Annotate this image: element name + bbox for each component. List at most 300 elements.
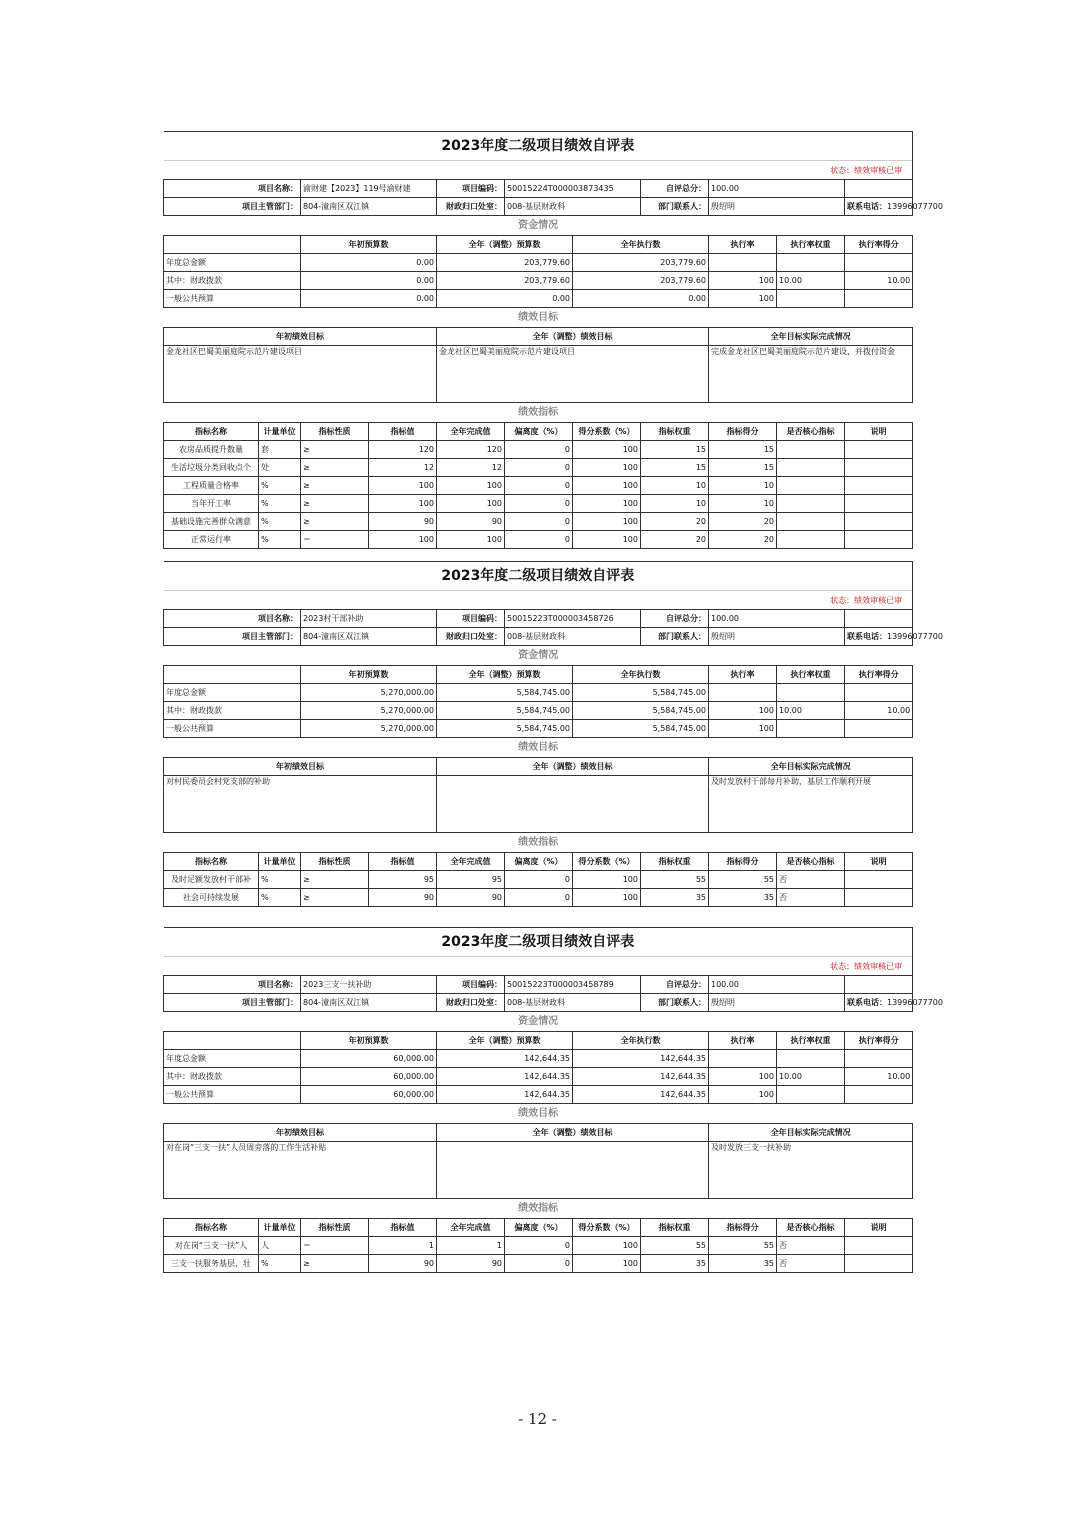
indicator-cell: ＝ bbox=[301, 1237, 369, 1255]
performance-form-2 bbox=[163, 561, 943, 907]
indicator-header: 指标权重 bbox=[641, 1219, 709, 1237]
fund-value: 10.00 bbox=[845, 272, 913, 290]
indicator-cell: 10 bbox=[641, 477, 709, 495]
fund-value: 5,584,745.00 bbox=[573, 720, 709, 738]
indicator-cell bbox=[777, 513, 845, 531]
indicator-header: 指标性质 bbox=[301, 423, 369, 441]
indicator-cell bbox=[845, 1237, 913, 1255]
project-name-value: 2023三支一扶补助 bbox=[301, 976, 437, 994]
label-project-code: 项目编码： bbox=[437, 180, 505, 198]
indicator-cell: 100 bbox=[437, 495, 505, 513]
indicator-header: 得分系数（%） bbox=[573, 853, 641, 871]
indicator-header: 说明 bbox=[845, 853, 913, 871]
contact-value: 殷绍明 bbox=[709, 198, 845, 216]
indicator-cell: 1 bbox=[437, 1237, 505, 1255]
label-dept-contact: 部门联系人： bbox=[641, 198, 709, 216]
goal-header: 全年目标实际完成情况 bbox=[709, 328, 913, 346]
fund-header: 全年执行数 bbox=[573, 236, 709, 254]
phone-cell bbox=[845, 198, 943, 216]
fund-value bbox=[845, 720, 913, 738]
indicator-cell: 农房品质提升数量 bbox=[164, 441, 259, 459]
fund-row-label: 其中：财政拨款 bbox=[164, 272, 301, 290]
fund-row-label: 其中：财政拨款 bbox=[164, 702, 301, 720]
indicator-header: 指标权重 bbox=[641, 423, 709, 441]
performance-form-3 bbox=[163, 927, 943, 1273]
indicator-cell: 100 bbox=[573, 495, 641, 513]
indicator-header: 指标得分 bbox=[709, 423, 777, 441]
indicator-cell: 12 bbox=[437, 459, 505, 477]
indicator-header: 指标值 bbox=[369, 1219, 437, 1237]
fund-value: 142,644.35 bbox=[573, 1050, 709, 1068]
indicator-cell: 10 bbox=[709, 477, 777, 495]
form-table bbox=[163, 131, 943, 549]
indicator-cell: 15 bbox=[709, 459, 777, 477]
indicator-cell: 35 bbox=[709, 889, 777, 907]
fund-value: 10.00 bbox=[845, 702, 913, 720]
indicator-cell bbox=[845, 477, 913, 495]
indicator-cell: 55 bbox=[641, 1237, 709, 1255]
fund-value bbox=[777, 684, 845, 702]
indicator-cell: 生活垃圾分类回收点个 bbox=[164, 459, 259, 477]
fund-value: 203,779.60 bbox=[437, 272, 573, 290]
fund-value: 5,584,745.00 bbox=[437, 702, 573, 720]
fund-value: 100 bbox=[709, 1086, 777, 1104]
fund-header: 执行率得分 bbox=[845, 236, 913, 254]
fund-value: 5,270,000.00 bbox=[301, 702, 437, 720]
goal-header: 年初绩效目标 bbox=[164, 758, 437, 776]
form-title: 2023年度二级项目绩效自评表 bbox=[164, 562, 913, 591]
indicator-cell: 95 bbox=[437, 871, 505, 889]
fund-header: 执行率权重 bbox=[777, 236, 845, 254]
table-row bbox=[164, 513, 913, 531]
table-row bbox=[164, 889, 913, 907]
label-project-name: 项目名称： bbox=[164, 610, 301, 628]
indicator-cell: 100 bbox=[437, 477, 505, 495]
indicator-cell: 20 bbox=[709, 513, 777, 531]
goal-adjusted bbox=[437, 1142, 709, 1199]
fund-header: 执行率权重 bbox=[777, 666, 845, 684]
indicator-cell: 100 bbox=[369, 477, 437, 495]
section-indicator: 绩效指标 bbox=[164, 403, 913, 423]
indicator-header: 计量单位 bbox=[259, 853, 301, 871]
project-code-value: 50015223T000003458789 bbox=[505, 976, 641, 994]
indicator-cell: 100 bbox=[573, 889, 641, 907]
fund-value bbox=[845, 1086, 913, 1104]
indicator-cell: 社会可持续发展 bbox=[164, 889, 259, 907]
goal-initial: 金龙社区巴蜀美丽庭院示范片建设项目 bbox=[164, 346, 437, 403]
section-goal: 绩效目标 bbox=[164, 1104, 913, 1124]
fund-row-label: 一般公共预算 bbox=[164, 720, 301, 738]
indicator-cell: 55 bbox=[641, 871, 709, 889]
label-dept: 项目主管部门： bbox=[164, 628, 301, 646]
indicator-cell: 三支一扶服务基层，壮 bbox=[164, 1255, 259, 1273]
label-project-name: 项目名称： bbox=[164, 180, 301, 198]
indicator-cell: 90 bbox=[369, 889, 437, 907]
fund-header: 全年（调整）预算数 bbox=[437, 666, 573, 684]
indicator-cell: ≥ bbox=[301, 477, 369, 495]
finance-office-value: 008-基层财政科 bbox=[505, 198, 641, 216]
project-code-value: 50015224T000003873435 bbox=[505, 180, 641, 198]
goal-header: 年初绩效目标 bbox=[164, 328, 437, 346]
indicator-cell: 20 bbox=[641, 531, 709, 549]
indicator-header: 指标名称 bbox=[164, 1219, 259, 1237]
indicator-cell: ≥ bbox=[301, 871, 369, 889]
fund-header: 全年（调整）预算数 bbox=[437, 236, 573, 254]
indicator-cell: 0 bbox=[505, 495, 573, 513]
empty-cell bbox=[845, 610, 913, 628]
project-name-value: 渝财建【2023】119号渝财建 bbox=[301, 180, 437, 198]
fund-row-label: 其中：财政拨款 bbox=[164, 1068, 301, 1086]
goal-actual: 完成金龙社区巴蜀美丽庭院示范片建设，并拨付资金 bbox=[709, 346, 913, 403]
indicator-header: 是否核心指标 bbox=[777, 853, 845, 871]
label-finance-office: 财政归口处室： bbox=[437, 628, 505, 646]
label-self-score: 自评总分： bbox=[641, 976, 709, 994]
fund-value: 142,644.35 bbox=[437, 1050, 573, 1068]
indicator-cell: % bbox=[259, 495, 301, 513]
fund-value: 203,779.60 bbox=[573, 272, 709, 290]
fund-value: 142,644.35 bbox=[437, 1068, 573, 1086]
goal-actual: 及时发放三支一扶补助 bbox=[709, 1142, 913, 1199]
label-finance-office: 财政归口处室： bbox=[437, 994, 505, 1012]
fund-value bbox=[845, 290, 913, 308]
indicator-cell: 90 bbox=[369, 1255, 437, 1273]
fund-value: 10.00 bbox=[777, 702, 845, 720]
indicator-cell: 35 bbox=[709, 1255, 777, 1273]
indicator-header: 得分系数（%） bbox=[573, 423, 641, 441]
fund-value: 0.00 bbox=[301, 272, 437, 290]
fund-value bbox=[777, 720, 845, 738]
indicator-cell: 100 bbox=[573, 441, 641, 459]
indicator-cell: 100 bbox=[573, 531, 641, 549]
section-fund: 资金情况 bbox=[164, 1012, 913, 1032]
fund-value: 100 bbox=[709, 702, 777, 720]
table-row bbox=[164, 477, 913, 495]
fund-value: 0.00 bbox=[301, 254, 437, 272]
indicator-header: 得分系数（%） bbox=[573, 1219, 641, 1237]
form-table bbox=[163, 927, 943, 1273]
fund-value: 10.00 bbox=[777, 272, 845, 290]
indicator-cell: ≥ bbox=[301, 889, 369, 907]
indicator-cell: 正常运行率 bbox=[164, 531, 259, 549]
phone-cell bbox=[845, 994, 943, 1012]
section-goal: 绩效目标 bbox=[164, 308, 913, 328]
indicator-cell: 否 bbox=[777, 889, 845, 907]
fund-value: 60,000.00 bbox=[301, 1050, 437, 1068]
fund-value: 5,584,745.00 bbox=[437, 684, 573, 702]
indicator-header: 指标性质 bbox=[301, 853, 369, 871]
goal-header: 全年目标实际完成情况 bbox=[709, 1124, 913, 1142]
phone-value: 13996077700 bbox=[887, 632, 943, 641]
label-phone: 联系电话： bbox=[847, 202, 887, 211]
indicator-cell: 120 bbox=[369, 441, 437, 459]
indicator-cell: 0 bbox=[505, 531, 573, 549]
indicator-cell: 当年开工率 bbox=[164, 495, 259, 513]
section-fund: 资金情况 bbox=[164, 216, 913, 236]
indicator-cell: 100 bbox=[437, 531, 505, 549]
indicator-cell: ≥ bbox=[301, 513, 369, 531]
fund-header: 执行率 bbox=[709, 236, 777, 254]
label-project-name: 项目名称： bbox=[164, 976, 301, 994]
indicator-cell: 20 bbox=[709, 531, 777, 549]
label-dept-contact: 部门联系人： bbox=[641, 628, 709, 646]
fund-value: 10.00 bbox=[777, 1068, 845, 1086]
finance-office-value: 008-基层财政科 bbox=[505, 628, 641, 646]
indicator-cell: 人 bbox=[259, 1237, 301, 1255]
indicator-cell bbox=[777, 531, 845, 549]
indicator-cell: 100 bbox=[573, 477, 641, 495]
page-number: - 12 - bbox=[518, 1410, 557, 1428]
fund-header: 执行率 bbox=[709, 666, 777, 684]
fund-header: 执行率得分 bbox=[845, 1032, 913, 1050]
indicator-cell: 10 bbox=[709, 495, 777, 513]
fund-value: 0.00 bbox=[573, 290, 709, 308]
indicator-cell: ≥ bbox=[301, 1255, 369, 1273]
indicator-cell: 100 bbox=[369, 531, 437, 549]
fund-value: 0.00 bbox=[437, 290, 573, 308]
indicator-header: 指标得分 bbox=[709, 1219, 777, 1237]
fund-value bbox=[709, 1050, 777, 1068]
indicator-cell: 90 bbox=[369, 513, 437, 531]
label-finance-office: 财政归口处室： bbox=[437, 198, 505, 216]
indicator-cell: 10 bbox=[641, 495, 709, 513]
indicator-cell bbox=[845, 531, 913, 549]
indicator-header: 是否核心指标 bbox=[777, 1219, 845, 1237]
indicator-cell: 0 bbox=[505, 871, 573, 889]
table-row bbox=[164, 1237, 913, 1255]
indicator-header: 指标性质 bbox=[301, 1219, 369, 1237]
fund-row-label: 年度总金额 bbox=[164, 254, 301, 272]
indicator-header: 指标名称 bbox=[164, 853, 259, 871]
label-dept: 项目主管部门： bbox=[164, 198, 301, 216]
empty-cell bbox=[845, 180, 913, 198]
indicator-cell: 35 bbox=[641, 889, 709, 907]
label-phone: 联系电话： bbox=[847, 632, 887, 641]
indicator-header: 说明 bbox=[845, 423, 913, 441]
fund-header: 执行率权重 bbox=[777, 1032, 845, 1050]
indicator-header: 计量单位 bbox=[259, 423, 301, 441]
label-self-score: 自评总分： bbox=[641, 610, 709, 628]
indicator-cell bbox=[845, 495, 913, 513]
fund-row-label: 一般公共预算 bbox=[164, 1086, 301, 1104]
indicator-cell: 0 bbox=[505, 441, 573, 459]
indicator-cell: 基础设施完善群众满意 bbox=[164, 513, 259, 531]
indicator-cell: 90 bbox=[437, 1255, 505, 1273]
label-dept-contact: 部门联系人： bbox=[641, 994, 709, 1012]
fund-value: 5,584,745.00 bbox=[573, 702, 709, 720]
indicator-cell: 20 bbox=[641, 513, 709, 531]
fund-value bbox=[845, 684, 913, 702]
indicator-cell: ≥ bbox=[301, 495, 369, 513]
indicator-cell: 及时足额发放村干部补 bbox=[164, 871, 259, 889]
indicator-cell: 套 bbox=[259, 441, 301, 459]
indicator-cell: 1 bbox=[369, 1237, 437, 1255]
fund-header: 全年执行数 bbox=[573, 666, 709, 684]
fund-header: 年初预算数 bbox=[301, 666, 437, 684]
indicator-cell: % bbox=[259, 513, 301, 531]
indicator-cell: ＝ bbox=[301, 531, 369, 549]
goal-header: 年初绩效目标 bbox=[164, 1124, 437, 1142]
indicator-cell: 100 bbox=[573, 1255, 641, 1273]
label-project-code: 项目编码： bbox=[437, 976, 505, 994]
fund-value: 142,644.35 bbox=[573, 1086, 709, 1104]
indicator-cell bbox=[845, 459, 913, 477]
indicator-cell: 0 bbox=[505, 513, 573, 531]
indicator-cell: 35 bbox=[641, 1255, 709, 1273]
indicator-header: 指标得分 bbox=[709, 853, 777, 871]
indicator-cell: % bbox=[259, 871, 301, 889]
indicator-header: 偏离度（%） bbox=[505, 423, 573, 441]
indicator-cell: 15 bbox=[709, 441, 777, 459]
phone-value: 13996077700 bbox=[887, 202, 943, 211]
fund-value bbox=[777, 1050, 845, 1068]
table-row bbox=[164, 531, 913, 549]
indicator-cell: 否 bbox=[777, 1255, 845, 1273]
goal-header: 全年目标实际完成情况 bbox=[709, 758, 913, 776]
fund-value bbox=[845, 254, 913, 272]
indicator-cell: 90 bbox=[437, 513, 505, 531]
indicator-cell: 0 bbox=[505, 459, 573, 477]
status-text: 状态：绩效审核已审 bbox=[164, 957, 913, 976]
indicator-cell: % bbox=[259, 531, 301, 549]
fund-value bbox=[709, 684, 777, 702]
indicator-cell: 55 bbox=[709, 1237, 777, 1255]
indicator-header: 偏离度（%） bbox=[505, 853, 573, 871]
fund-value: 5,584,745.00 bbox=[573, 684, 709, 702]
indicator-cell: 否 bbox=[777, 1237, 845, 1255]
fund-row-label: 年度总金额 bbox=[164, 684, 301, 702]
empty-cell bbox=[164, 1032, 301, 1050]
indicator-cell: 55 bbox=[709, 871, 777, 889]
indicator-cell: 0 bbox=[505, 1237, 573, 1255]
goal-initial: 对在岗“三支一扶”人员周旁落的工作生活补贴 bbox=[164, 1142, 437, 1199]
label-project-code: 项目编码： bbox=[437, 610, 505, 628]
project-name-value: 2023村干部补助 bbox=[301, 610, 437, 628]
dept-value: 804-潼南区双江镇 bbox=[301, 628, 437, 646]
fund-header: 全年执行数 bbox=[573, 1032, 709, 1050]
fund-value bbox=[777, 1086, 845, 1104]
fund-value: 5,270,000.00 bbox=[301, 684, 437, 702]
finance-office-value: 008-基层财政科 bbox=[505, 994, 641, 1012]
indicator-header: 指标值 bbox=[369, 423, 437, 441]
indicator-cell: 100 bbox=[573, 459, 641, 477]
goal-adjusted bbox=[437, 776, 709, 833]
indicator-cell: ≥ bbox=[301, 441, 369, 459]
status-text: 状态：绩效审核已审 bbox=[164, 161, 913, 180]
indicator-cell bbox=[777, 477, 845, 495]
dept-value: 804-潼南区双江镇 bbox=[301, 198, 437, 216]
indicator-header: 全年完成值 bbox=[437, 423, 505, 441]
indicator-header: 指标值 bbox=[369, 853, 437, 871]
indicator-header: 计量单位 bbox=[259, 1219, 301, 1237]
goal-adjusted: 金龙社区巴蜀美丽庭院示范片建设项目 bbox=[437, 346, 709, 403]
phone-value: 13996077700 bbox=[887, 998, 943, 1007]
indicator-cell: % bbox=[259, 477, 301, 495]
indicator-cell: 15 bbox=[641, 459, 709, 477]
indicator-cell: 否 bbox=[777, 871, 845, 889]
indicator-cell bbox=[777, 459, 845, 477]
fund-value: 100 bbox=[709, 1068, 777, 1086]
label-dept: 项目主管部门： bbox=[164, 994, 301, 1012]
indicator-cell: 对在岗“三支一扶”人 bbox=[164, 1237, 259, 1255]
indicator-cell bbox=[777, 441, 845, 459]
indicator-cell bbox=[845, 1255, 913, 1273]
indicator-header: 偏离度（%） bbox=[505, 1219, 573, 1237]
indicator-cell bbox=[777, 495, 845, 513]
contact-value: 殷绍明 bbox=[709, 628, 845, 646]
indicator-header: 全年完成值 bbox=[437, 1219, 505, 1237]
indicator-cell: 100 bbox=[573, 513, 641, 531]
indicator-cell: % bbox=[259, 1255, 301, 1273]
indicator-cell: % bbox=[259, 889, 301, 907]
label-self-score: 自评总分： bbox=[641, 180, 709, 198]
indicator-cell: 处 bbox=[259, 459, 301, 477]
table-row bbox=[164, 871, 913, 889]
table-row bbox=[164, 459, 913, 477]
project-code-value: 50015223T000003458726 bbox=[505, 610, 641, 628]
form-table bbox=[163, 561, 943, 907]
goal-header: 全年（调整）绩效目标 bbox=[437, 758, 709, 776]
form-title: 2023年度二级项目绩效自评表 bbox=[164, 132, 913, 161]
indicator-cell: 100 bbox=[573, 1237, 641, 1255]
fund-value bbox=[845, 1050, 913, 1068]
fund-value: 100 bbox=[709, 720, 777, 738]
indicator-header: 说明 bbox=[845, 1219, 913, 1237]
fund-value: 5,270,000.00 bbox=[301, 720, 437, 738]
fund-value: 100 bbox=[709, 290, 777, 308]
fund-value bbox=[709, 254, 777, 272]
table-row bbox=[164, 495, 913, 513]
phone-cell bbox=[845, 628, 943, 646]
indicator-cell: 100 bbox=[573, 871, 641, 889]
goal-header: 全年（调整）绩效目标 bbox=[437, 1124, 709, 1142]
empty-cell bbox=[164, 236, 301, 254]
form-title: 2023年度二级项目绩效自评表 bbox=[164, 928, 913, 957]
fund-header: 全年（调整）预算数 bbox=[437, 1032, 573, 1050]
fund-value: 10.00 bbox=[845, 1068, 913, 1086]
table-row bbox=[164, 1255, 913, 1273]
fund-value: 60,000.00 bbox=[301, 1068, 437, 1086]
fund-row-label: 年度总金额 bbox=[164, 1050, 301, 1068]
self-score-value: 100.00 bbox=[709, 610, 845, 628]
fund-value bbox=[777, 254, 845, 272]
indicator-cell: 95 bbox=[369, 871, 437, 889]
fund-header: 执行率 bbox=[709, 1032, 777, 1050]
section-fund: 资金情况 bbox=[164, 646, 913, 666]
indicator-cell: 0 bbox=[505, 889, 573, 907]
indicator-header: 全年完成值 bbox=[437, 853, 505, 871]
indicator-cell: 100 bbox=[369, 495, 437, 513]
fund-value: 142,644.35 bbox=[437, 1086, 573, 1104]
indicator-cell: 12 bbox=[369, 459, 437, 477]
goal-initial: 对村民委员会村党支部的补助 bbox=[164, 776, 437, 833]
empty-cell bbox=[164, 666, 301, 684]
fund-value: 203,779.60 bbox=[437, 254, 573, 272]
contact-value: 殷绍明 bbox=[709, 994, 845, 1012]
indicator-cell: 0 bbox=[505, 1255, 573, 1273]
self-score-value: 100.00 bbox=[709, 180, 845, 198]
section-indicator: 绩效指标 bbox=[164, 1199, 913, 1219]
fund-value: 0.00 bbox=[301, 290, 437, 308]
indicator-cell bbox=[845, 513, 913, 531]
fund-header: 执行率得分 bbox=[845, 666, 913, 684]
fund-value bbox=[777, 290, 845, 308]
fund-header: 年初预算数 bbox=[301, 236, 437, 254]
indicator-cell: 120 bbox=[437, 441, 505, 459]
indicator-cell: ≥ bbox=[301, 459, 369, 477]
indicator-header: 指标名称 bbox=[164, 423, 259, 441]
table-row bbox=[164, 441, 913, 459]
dept-value: 804-潼南区双江镇 bbox=[301, 994, 437, 1012]
